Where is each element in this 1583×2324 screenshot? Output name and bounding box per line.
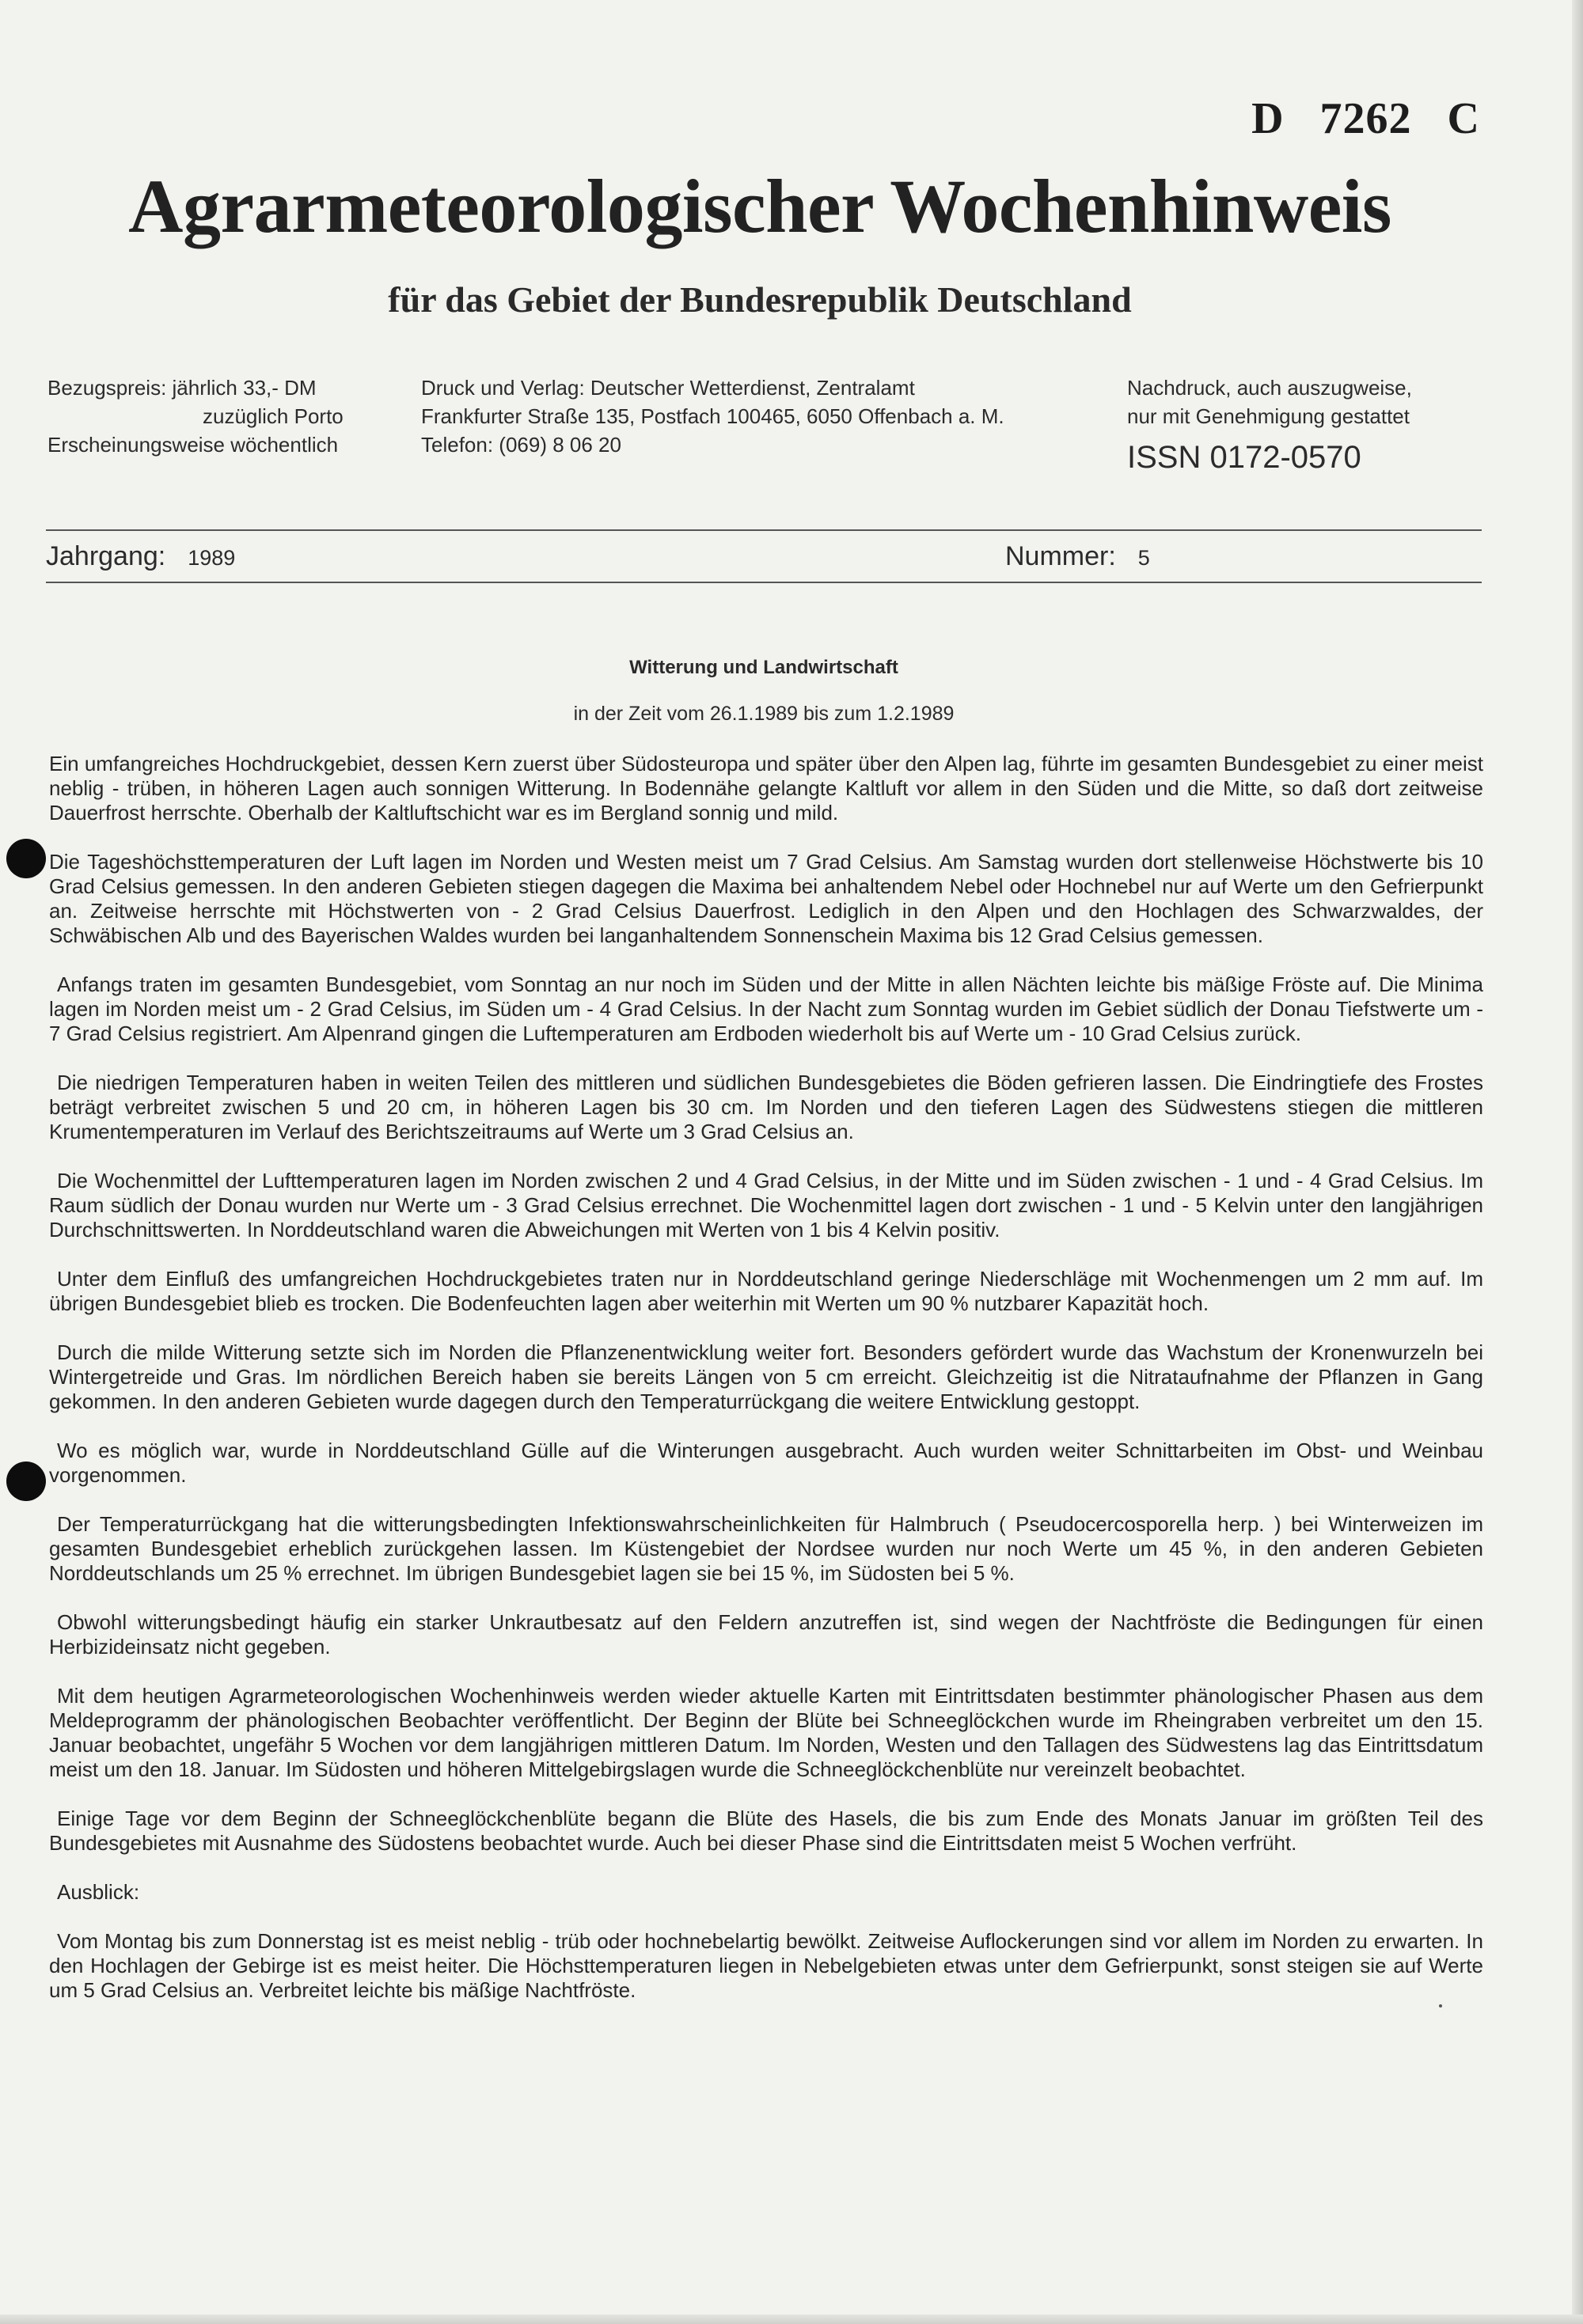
issue-field [1005,541,1150,572]
report-heading: Witterung und Landwirtschaft [629,657,898,678]
publication-subtitle: für das Gebiet der Bundesrepublik Deutschland [388,279,1132,320]
issue-value: 5 [1137,546,1150,570]
outlook-paragraph: Vom Montag bis zum Donnerstag ist es meist neblig - trüb oder hochnebelartig bewölkt. Zeitweise Auflockerungen sind vor allem im Norden zu erwarten. In den Hochlagen der Gebirge ist es meist heiter. Die Höchsttemperaturen liegen in Nebelgebieten etwas unter dem Gefrierpunkt, sonst steigen sie auf Werte um 5 Grad Celsius an. Verbreitet leichte bis mäßige Nachtfröste. [49,1929,1483,2002]
reprint-line-2: nur mit Genehmigung gestattet [1127,404,1410,428]
paragraph: Ein umfangreiches Hochdruckgebiet, dessen Kern zuerst über Südosteuropa und später über den Alpen lag, führte im gesamten Bundesgebiet zu einer meist neblig - trüben, in höheren Lagen auch sonnigen Witterung. In Bodennähe gelangte Kaltluft vor allem in den Süden und die Mitte, so daß dort zeitweise Dauerfrost herrschte. Oberhalb der Kaltluftschicht war es im Bergland sonnig und mild. [49,752,1483,825]
bottom-divider [46,582,1482,583]
frequency-line: Erscheinungsweise wöchentlich [47,433,339,457]
report-period: in der Zeit vom 26.1.1989 bis zum 1.2.1989 [573,703,955,725]
report-body [49,752,1483,2027]
top-divider [46,529,1482,531]
publication-title: Agrarmeteorologischer Wochenhinweis [128,164,1391,248]
phone-line: Telefon: (069) 8 06 20 [421,433,621,457]
paragraph: Die Tageshöchsttemperaturen der Luft lagen im Norden und Westen meist um 7 Grad Celsius. Am Samstag wurden dort stellenweise Höchstwerte bis 10 Grad Celsius gemessen. In den anderen Gebieten stiegen dagegen die Maxima bei anhaltendem Nebel oder Hochnebel nur auf Werte um den Gefrierpunkt an. Zeitweise herrschte mit Höchstwerten von - 2 Grad Celsius Dauerfrost. Lediglich in den Alpen und den Hochlagen des Schwarzwaldes, der Schwäbischen Alb und des Bayerischen Waldes wurden bei langanhaltendem Sonnenschein Maxima bis 12 Grad Celsius gemessen. [49,850,1483,947]
subscription-info [47,373,344,459]
price-line: Bezugspreis: jährlich 33,- DM [47,376,317,400]
address-line: Frankfurter Straße 135, Postfach 100465, 6050 Offenbach a. M. [421,404,1004,428]
ink-speck [1439,2004,1442,2007]
paragraph: Durch die milde Witterung setzte sich im Norden die Pflanzenentwicklung weiter fort. Besonders gefördert wurde das Wachstum der Kronenwurzeln bei Wintergetreide und Gras. Im nördlichen Bereich haben sie bereits Längen von 5 cm erreicht. Gleichzeitig ist die Nitrataufnahme der Pflanzen in Gang gekommen. In den anderen Gebieten wurde dagegen durch den Temperaturrückgang die weitere Entwicklung gestoppt. [49,1340,1483,1413]
volume-value: 1989 [188,546,236,570]
punch-hole [6,1462,46,1501]
issn-number: ISSN 0172-0570 [1127,440,1361,475]
paragraph: Obwohl witterungsbedingt häufig ein starker Unkrautbesatz auf den Feldern anzutreffen ist, sind wegen der Nachtfröste die Bedingungen für einen Herbizideinsatz nicht gegeben. [49,1610,1483,1659]
paragraph: Die niedrigen Temperaturen haben in weiten Teilen des mittleren und südlichen Bundesgebietes die Böden gefrieren lassen. Die Eindringtiefe des Frostes beträgt verbreitet zwischen 5 und 20 cm, in höheren Lagen bis 30 cm. Im Norden und den tieferen Lagen des Südwestens stiegen die mittleren Krumentemperaturen im Verlauf des Berichtszeitraums auf Werte um 3 Grad Celsius an. [49,1071,1483,1143]
page-edge-shadow [1572,0,1583,2324]
publication-code: D 7262 C [1251,94,1480,143]
outlook-heading: Ausblick: [57,1880,140,1904]
reprint-notice [1127,373,1412,430]
paragraph: Unter dem Einfluß des umfangreichen Hochdruckgebietes traten nur in Norddeutschland geringe Niederschläge mit Wochenmengen um 2 mm auf. Im übrigen Bundesgebiet blieb es trocken. Die Bodenfeuchten lagen aber weiterhin mit Werten um 90 % nutzbarer Kapazität hoch. [49,1267,1483,1315]
paragraph: Einige Tage vor dem Beginn der Schneeglöckchenblüte begann die Blüte des Hasels, die bis zum Ende des Monats Januar im größten Teil des Bundesgebietes mit Ausnahme des Südostens beobachtet wurde. Auch bei dieser Phase sind die Eintrittsdaten meist 5 Wochen verfrüht. [49,1807,1483,1855]
paragraph: Wo es möglich war, wurde in Norddeutschland Gülle auf die Winterungen ausgebracht. Auch wurden weiter Schnittarbeiten im Obst- und Weinbau vorgenommen. [49,1439,1483,1487]
paragraph: Die Wochenmittel der Lufttemperaturen lagen im Norden zwischen 2 und 4 Grad Celsius, in der Mitte und im Süden zwischen - 1 und - 4 Grad Celsius. Im Raum südlich der Donau wurden nur Werte um - 3 Grad Celsius errechnet. Die Wochenmittel lagen dort zwischen - 1 und - 5 Kelvin unter den langjährigen Durchschnittswerten. In Norddeutschland waren die Abweichungen mit Werten von 1 bis 4 Kelvin positiv. [49,1169,1483,1242]
publisher-line: Druck und Verlag: Deutscher Wetterdienst, Zentralamt [421,376,915,400]
volume-field [46,541,235,572]
publisher-info [421,373,1004,459]
reprint-line-1: Nachdruck, auch auszugweise, [1127,376,1412,400]
volume-label: Jahrgang: [46,541,166,571]
issue-label: Nummer: [1005,541,1116,571]
punch-hole [6,839,46,878]
paragraph: Anfangs traten im gesamten Bundesgebiet, vom Sonntag an nur noch im Süden und der Mitte in allen Nächten leichte bis mäßige Fröste auf. Die Minima lagen im Norden meist um - 2 Grad Celsius, im Süden um - 4 Grad Celsius. In der Nacht zum Sonntag wurden im Gebiet südlich der Donau Tiefstwerte um - 7 Grad Celsius registriert. Am Alpenrand gingen die Luftemperaturen am Erdboden wiederholt bis auf Werte um - 10 Grad Celsius zurück. [49,972,1483,1045]
postage-line: zuzüglich Porto [203,404,344,428]
page-bottom-edge [0,2315,1583,2324]
paragraph: Der Temperaturrückgang hat die witterungsbedingten Infektionswahrscheinlichkeiten für Halmbruch ( Pseudocercosporella herp. ) bei Winterweizen im gesamten Bundesgebiet erheblich zurückgehen lassen. Im Küstengebiet der Nordsee wurden nur noch Werte um 45 %, in den anderen Gebieten Norddeutschlands um 25 % errechnet. Im übrigen Bundesgebiet lagen sie bei 15 %, im Südosten bei 5 %. [49,1512,1483,1585]
paragraph: Mit dem heutigen Agrarmeteorologischen Wochenhinweis werden wieder aktuelle Karten mit Eintrittsdaten bestimmter phänologischer Phasen aus dem Meldeprogramm der phänologischen Beobachter veröffentlicht. Der Beginn der Blüte bei Schneeglöckchen wurde im Rheingraben verbreitet um den 15. Januar beobachtet, ungefähr 5 Wochen vor dem langjährigen mittleren Datum. Im Norden, Westen und den Tallagen des Südwestens lag das Eintrittsdatum meist um den 18. Januar. Im Südosten und höheren Mittelgebirgslagen wurde die Schneeglöckchenblüte nur vereinzelt beobachtet. [49,1684,1483,1781]
